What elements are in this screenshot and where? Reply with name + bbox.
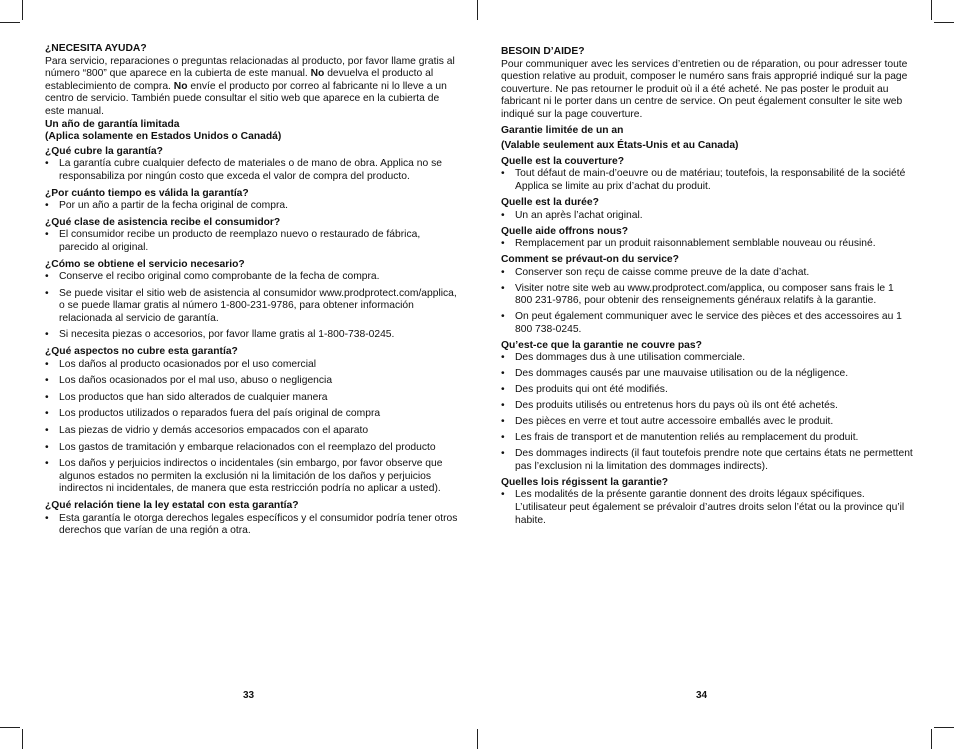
list-item: • La garantía cubre cualquier defecto de materiales o de mano de obra. Applica no se responsabiliza por ningún costo que exceda el valor de compra del producto. [45, 158, 461, 183]
page-number: 34 [696, 690, 708, 701]
list-item: • Los productos utilizados o reparados fuera del país original de compra [45, 408, 461, 421]
warranty-title: Un año de garantía limitada [45, 118, 180, 130]
warranty-sections [501, 156, 913, 528]
help-body-part: devuelva el producto al establecimiento de compra. [45, 68, 434, 92]
list-item: • El consumidor recibe un producto de reemplazo nuevo o restaurado de fábrica, parecido al original. [45, 229, 461, 254]
section-heading: Quelle aide offrons nous? [501, 225, 629, 237]
list-item: • Los gastos de tramitación y embarque relacionados con el reemplazo del producto [45, 442, 461, 455]
section-heading: ¿Qué clase de asistencia recibe el consumidor? [45, 216, 281, 228]
crop-mark-top-center [477, 0, 478, 20]
section-heading: Qu’est-ce que la garantie ne couvre pas? [501, 339, 702, 351]
list-item: • Conserver son reçu de caisse comme preuve de la date d’achat. [501, 267, 913, 280]
crop-mark-bottom-left-h [0, 727, 20, 728]
list-item: • Visiter notre site web au www.prodprotect.com/applica, ou composer sans frais le 1 800 231-9786, pour obtenir des renseignements généraux relatifs à la garantie. [501, 283, 913, 308]
crop-mark-top-right-h [934, 22, 954, 23]
list-item: • Por un año a partir de la fecha original de compra. [45, 200, 461, 213]
crop-mark-top-left-h [0, 22, 20, 23]
list-item: • Los productos que han sido alterados de cualquier manera [45, 392, 461, 405]
help-body [45, 56, 461, 119]
list-item: • Remplacement par un produit raisonnablement semblable nouveau ou réusiné. [501, 238, 913, 251]
list-item: • Los daños ocasionados por el mal uso, abuso o negligencia [45, 375, 461, 388]
list-item: • Les frais de transport et de manutention reliés au remplacement du produit. [501, 432, 913, 445]
section-heading: Quelle est la durée? [501, 196, 599, 208]
list-item: • Las piezas de vidrio y demás accesorios empacados con el aparato [45, 425, 461, 438]
help-title: BESOIN D’AIDE? [501, 46, 585, 57]
section-heading: Quelles lois régissent la garantie? [501, 476, 669, 488]
crop-mark-bottom-left [22, 729, 23, 749]
help-body: Pour communiquer avec les services d’entretien ou de réparation, ou pour adresser toute question relative au produit, composer le numéro sans frais approprié indiqué sur la page couverture. Ne pas retourner le produit où il a été acheté. Ne pas poster le produit au fabricant ni le porter dans un centre de service. On peut également consulter le site web indiqué sur la page couverture. [501, 58, 908, 120]
section-list [501, 352, 913, 473]
list-item: • Des dommages causés par une mauvaise utilisation ou de la négligence. [501, 368, 913, 381]
list-item: • Tout défaut de main-d’oeuvre ou de matériau; toutefois, la responsabilité de la société Applica se limite au prix d’achat du produit. [501, 168, 913, 193]
crop-mark-top-left [22, 0, 23, 20]
crop-mark-bottom-right-h [934, 727, 954, 728]
page-number: 33 [243, 690, 255, 701]
section-list [45, 359, 461, 496]
crop-mark-bottom-center [477, 729, 478, 749]
page-french [501, 43, 913, 531]
section-list [501, 238, 913, 251]
section-heading: ¿Cómo se obtiene el servicio necesario? [45, 258, 245, 270]
list-item: • Conserve el recibo original como comprobante de la fecha de compra. [45, 271, 461, 284]
section-list [45, 200, 461, 213]
help-body-part: Para servicio, reparaciones o preguntas relacionadas al producto, por favor llame gratis al número “800” que aparece en la cubierta de este manual. [45, 55, 455, 80]
crop-mark-bottom-right [931, 729, 932, 749]
list-item: • Los daños y perjuicios indirectos o incidentales (sin embargo, por favor observe que algunos estados no permiten la exclusión ni la limitación de los daños y perjuicios indirectos ni incidentales, de manera que esta restricción podría no aplicar a usted). [45, 458, 461, 496]
warranty-title: Garantie limitée de un an [501, 124, 624, 136]
page-spanish [45, 43, 461, 542]
list-item: • Se puede visitar el sitio web de asistencia al consumidor www.prodprotect.com/applica, o se puede llamar gratis al número 1-800-231-9786, para obtener información relacionada al servicio de garantía. [45, 288, 461, 326]
section-heading: ¿Qué cubre la garantía? [45, 145, 163, 157]
list-item: • Esta garantía le otorga derechos legales específicos y el consumidor podría tener otros derechos que varían de una región a otra. [45, 513, 461, 538]
section-list [501, 168, 913, 193]
list-item: • Un an après l’achat original. [501, 210, 913, 223]
list-item: • Des dommages dus à une utilisation commerciale. [501, 352, 913, 365]
section-heading: ¿Qué relación tiene la ley estatal con esta garantía? [45, 500, 299, 511]
section-list [45, 271, 461, 342]
crop-mark-top-right [931, 0, 932, 20]
list-item: • Si necesita piezas o accesorios, por favor llame gratis al 1-800-738-0245. [45, 329, 461, 342]
section-list [501, 489, 913, 527]
help-body-part: envíe el producto por correo al fabricante ni lo lleve a un centro de servicio. También puede consultar el sitio web que aparece en la cubierta de este manual. [45, 80, 447, 117]
help-no-emphasis: No [173, 80, 188, 92]
section-list [501, 210, 913, 223]
list-item: • Des dommages indirects (il faut toutefois prendre note que certains états ne permettent pas l’exclusion ni la limitation des dommages indirects). [501, 448, 913, 473]
warranty-subtitle: (Aplica solamente en Estados Unidos o Canadá) [45, 131, 282, 143]
section-heading: Quelle est la couverture? [501, 155, 625, 167]
list-item: • On peut également communiquer avec le service des pièces et des accessoires au 1 800 738-0245. [501, 311, 913, 336]
help-no-emphasis: No [310, 68, 325, 80]
section-list [45, 229, 461, 254]
section-list [501, 267, 913, 337]
section-heading: ¿Por cuánto tiempo es válida la garantía? [45, 187, 249, 199]
section-list [45, 513, 461, 538]
section-heading: ¿Qué aspectos no cubre esta garantía? [45, 346, 238, 358]
list-item: • Des pièces en verre et tout autre accessoire emballés avec le produit. [501, 416, 913, 429]
warranty-subtitle: (Valable seulement aux États-Unis et au Canada) [501, 140, 739, 152]
list-item: • Des produits utilisés ou entretenus hors du pays où ils ont été achetés. [501, 400, 913, 413]
warranty-sections [45, 146, 461, 538]
list-item: • Los daños al producto ocasionados por el uso comercial [45, 359, 461, 372]
list-item: • Les modalités de la présente garantie donnent des droits légaux spécifiques. L’utilisateur peut également se prévaloir d’autres droits selon l’état ou la province qu’il habite. [501, 489, 913, 527]
list-item: • Des produits qui ont été modifiés. [501, 384, 913, 397]
section-list [45, 158, 461, 183]
help-title: ¿NECESITA AYUDA? [45, 43, 147, 54]
section-heading: Comment se prévaut-on du service? [501, 254, 679, 266]
